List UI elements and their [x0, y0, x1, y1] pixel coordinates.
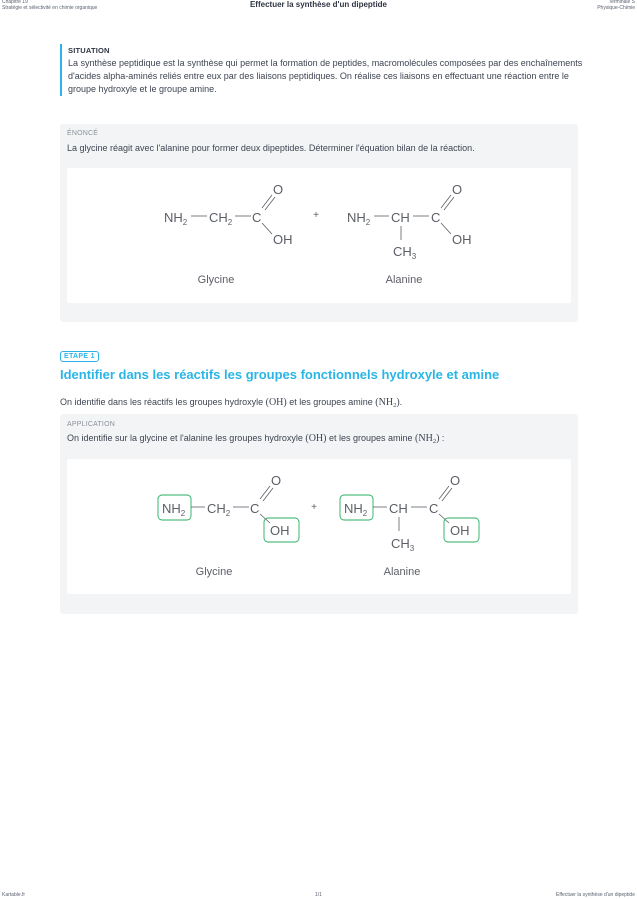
nh-label: NH	[162, 501, 181, 516]
level: Terminale S	[608, 0, 635, 5]
reactants-diagram	[67, 168, 571, 303]
reaction-figure	[67, 168, 571, 303]
nh-label: NH	[347, 210, 366, 225]
svg-text:CH3	[391, 536, 415, 553]
glycine-label: Glycine	[195, 566, 233, 578]
text: :	[439, 433, 445, 443]
step-title: Identifier dans les réactifs les groupes fonctionnels hydroxyle et amine	[60, 367, 500, 382]
text: On identifie sur la glycine et l'alanine les groupes hydroxyle	[67, 433, 306, 443]
subject: Physique-Chimie	[597, 4, 635, 11]
glycine-molecule	[158, 473, 299, 578]
ch-label: CH	[391, 210, 410, 225]
subscript: 2	[365, 218, 371, 227]
subscript: 3	[409, 544, 415, 553]
svg-text:NH2	[162, 501, 186, 518]
enonce-panel	[60, 124, 578, 322]
situation-text: La synthèse peptidique est la synthèse qui permet la formation de peptides, macromolécules composées par des enchaînements d'acides alpha-aminés reliés entre eux par des liaisons peptidiques. On réalise ces liaisons en effectuant une réaction entre le groupe hydroxyle et le groupe amine.	[68, 58, 583, 94]
svg-text:NH2	[347, 210, 371, 227]
application-text	[67, 433, 444, 445]
c-label: C	[431, 210, 441, 225]
text: et les groupes amine	[286, 397, 376, 407]
svg-text:CH2	[207, 501, 231, 518]
alanine-molecule	[347, 182, 472, 286]
subscript: 3	[411, 252, 417, 261]
text: et les groupes amine	[326, 433, 416, 443]
nh-label: NH	[344, 501, 363, 516]
o-label: O	[273, 182, 284, 197]
footer-page: 1/1	[315, 892, 322, 898]
formula-part: (NH	[415, 433, 433, 444]
oh-label: OH	[270, 523, 290, 538]
oh-label: OH	[452, 232, 472, 247]
nh-label: NH	[164, 210, 183, 225]
subscript: 2	[225, 509, 231, 518]
enonce-text: La glycine réagit avec l'alanine pour former deux dipeptides. Déterminer l'équation bilan de la réaction.	[67, 143, 475, 153]
subscript: 2	[393, 402, 397, 409]
oh-formula: (OH)	[305, 433, 327, 444]
alanine-molecule	[340, 473, 479, 578]
svg-text:NH2	[164, 210, 188, 227]
nh2-formula	[375, 397, 399, 408]
oh-label: OH	[273, 232, 293, 247]
chapter-subtitle: Stratégie et sélectivité en chimie organique	[2, 4, 98, 11]
o-label: O	[452, 182, 463, 197]
c-label: C	[429, 501, 439, 516]
subscript: 2	[362, 509, 368, 518]
highlighted-figure	[67, 459, 571, 594]
subscript: 2	[182, 218, 188, 227]
subscript: 2	[180, 509, 186, 518]
ch-label: CH	[389, 501, 408, 516]
o-label: O	[271, 473, 282, 488]
situation-label: SITUATION	[68, 46, 110, 55]
footer-site: Kartable.fr	[2, 892, 26, 898]
plus-sign: +	[313, 210, 319, 221]
formula-part: )	[396, 397, 400, 408]
oh-label: OH	[450, 523, 470, 538]
situation-block	[60, 44, 588, 96]
alanine-label: Alanine	[385, 274, 423, 286]
alanine-label: Alanine	[383, 566, 421, 578]
oh-formula: (OH)	[265, 397, 287, 408]
ch-label: CH	[207, 501, 226, 516]
glycine-label: Glycine	[197, 274, 235, 286]
formula-part: (NH	[375, 397, 394, 408]
subscript: 2	[227, 218, 233, 227]
text: On identifie dans les réactifs les groupes hydroxyle	[60, 397, 266, 407]
enonce-label: ÉNONCÉ	[67, 130, 99, 137]
svg-text:CH3	[393, 244, 417, 261]
chapter-number: Chapitre 19	[2, 0, 28, 5]
nh2-formula	[415, 433, 439, 444]
highlighted-diagram	[67, 459, 571, 594]
text: .	[399, 397, 403, 407]
ch-label: CH	[209, 210, 228, 225]
step-text	[60, 397, 402, 409]
step-badge: ETAPE 1	[60, 351, 99, 362]
application-panel	[60, 414, 578, 614]
footer-title: Effectuer la synthèse d'un dipeptide	[556, 892, 635, 898]
application-label: APPLICATION	[67, 421, 115, 428]
svg-text:NH2	[344, 501, 368, 518]
ch-label: CH	[393, 244, 412, 259]
ch-label: CH	[391, 536, 410, 551]
subscript: 2	[432, 438, 437, 445]
o-label: O	[450, 473, 461, 488]
page-title: Effectuer la synthèse d'un dipeptide	[249, 0, 388, 9]
formula-part: )	[436, 433, 440, 444]
c-label: C	[250, 501, 260, 516]
plus-sign: +	[311, 502, 317, 513]
glycine-molecule	[164, 182, 293, 286]
header-right	[597, 0, 635, 11]
c-label: C	[252, 210, 262, 225]
svg-text:CH2	[209, 210, 233, 227]
